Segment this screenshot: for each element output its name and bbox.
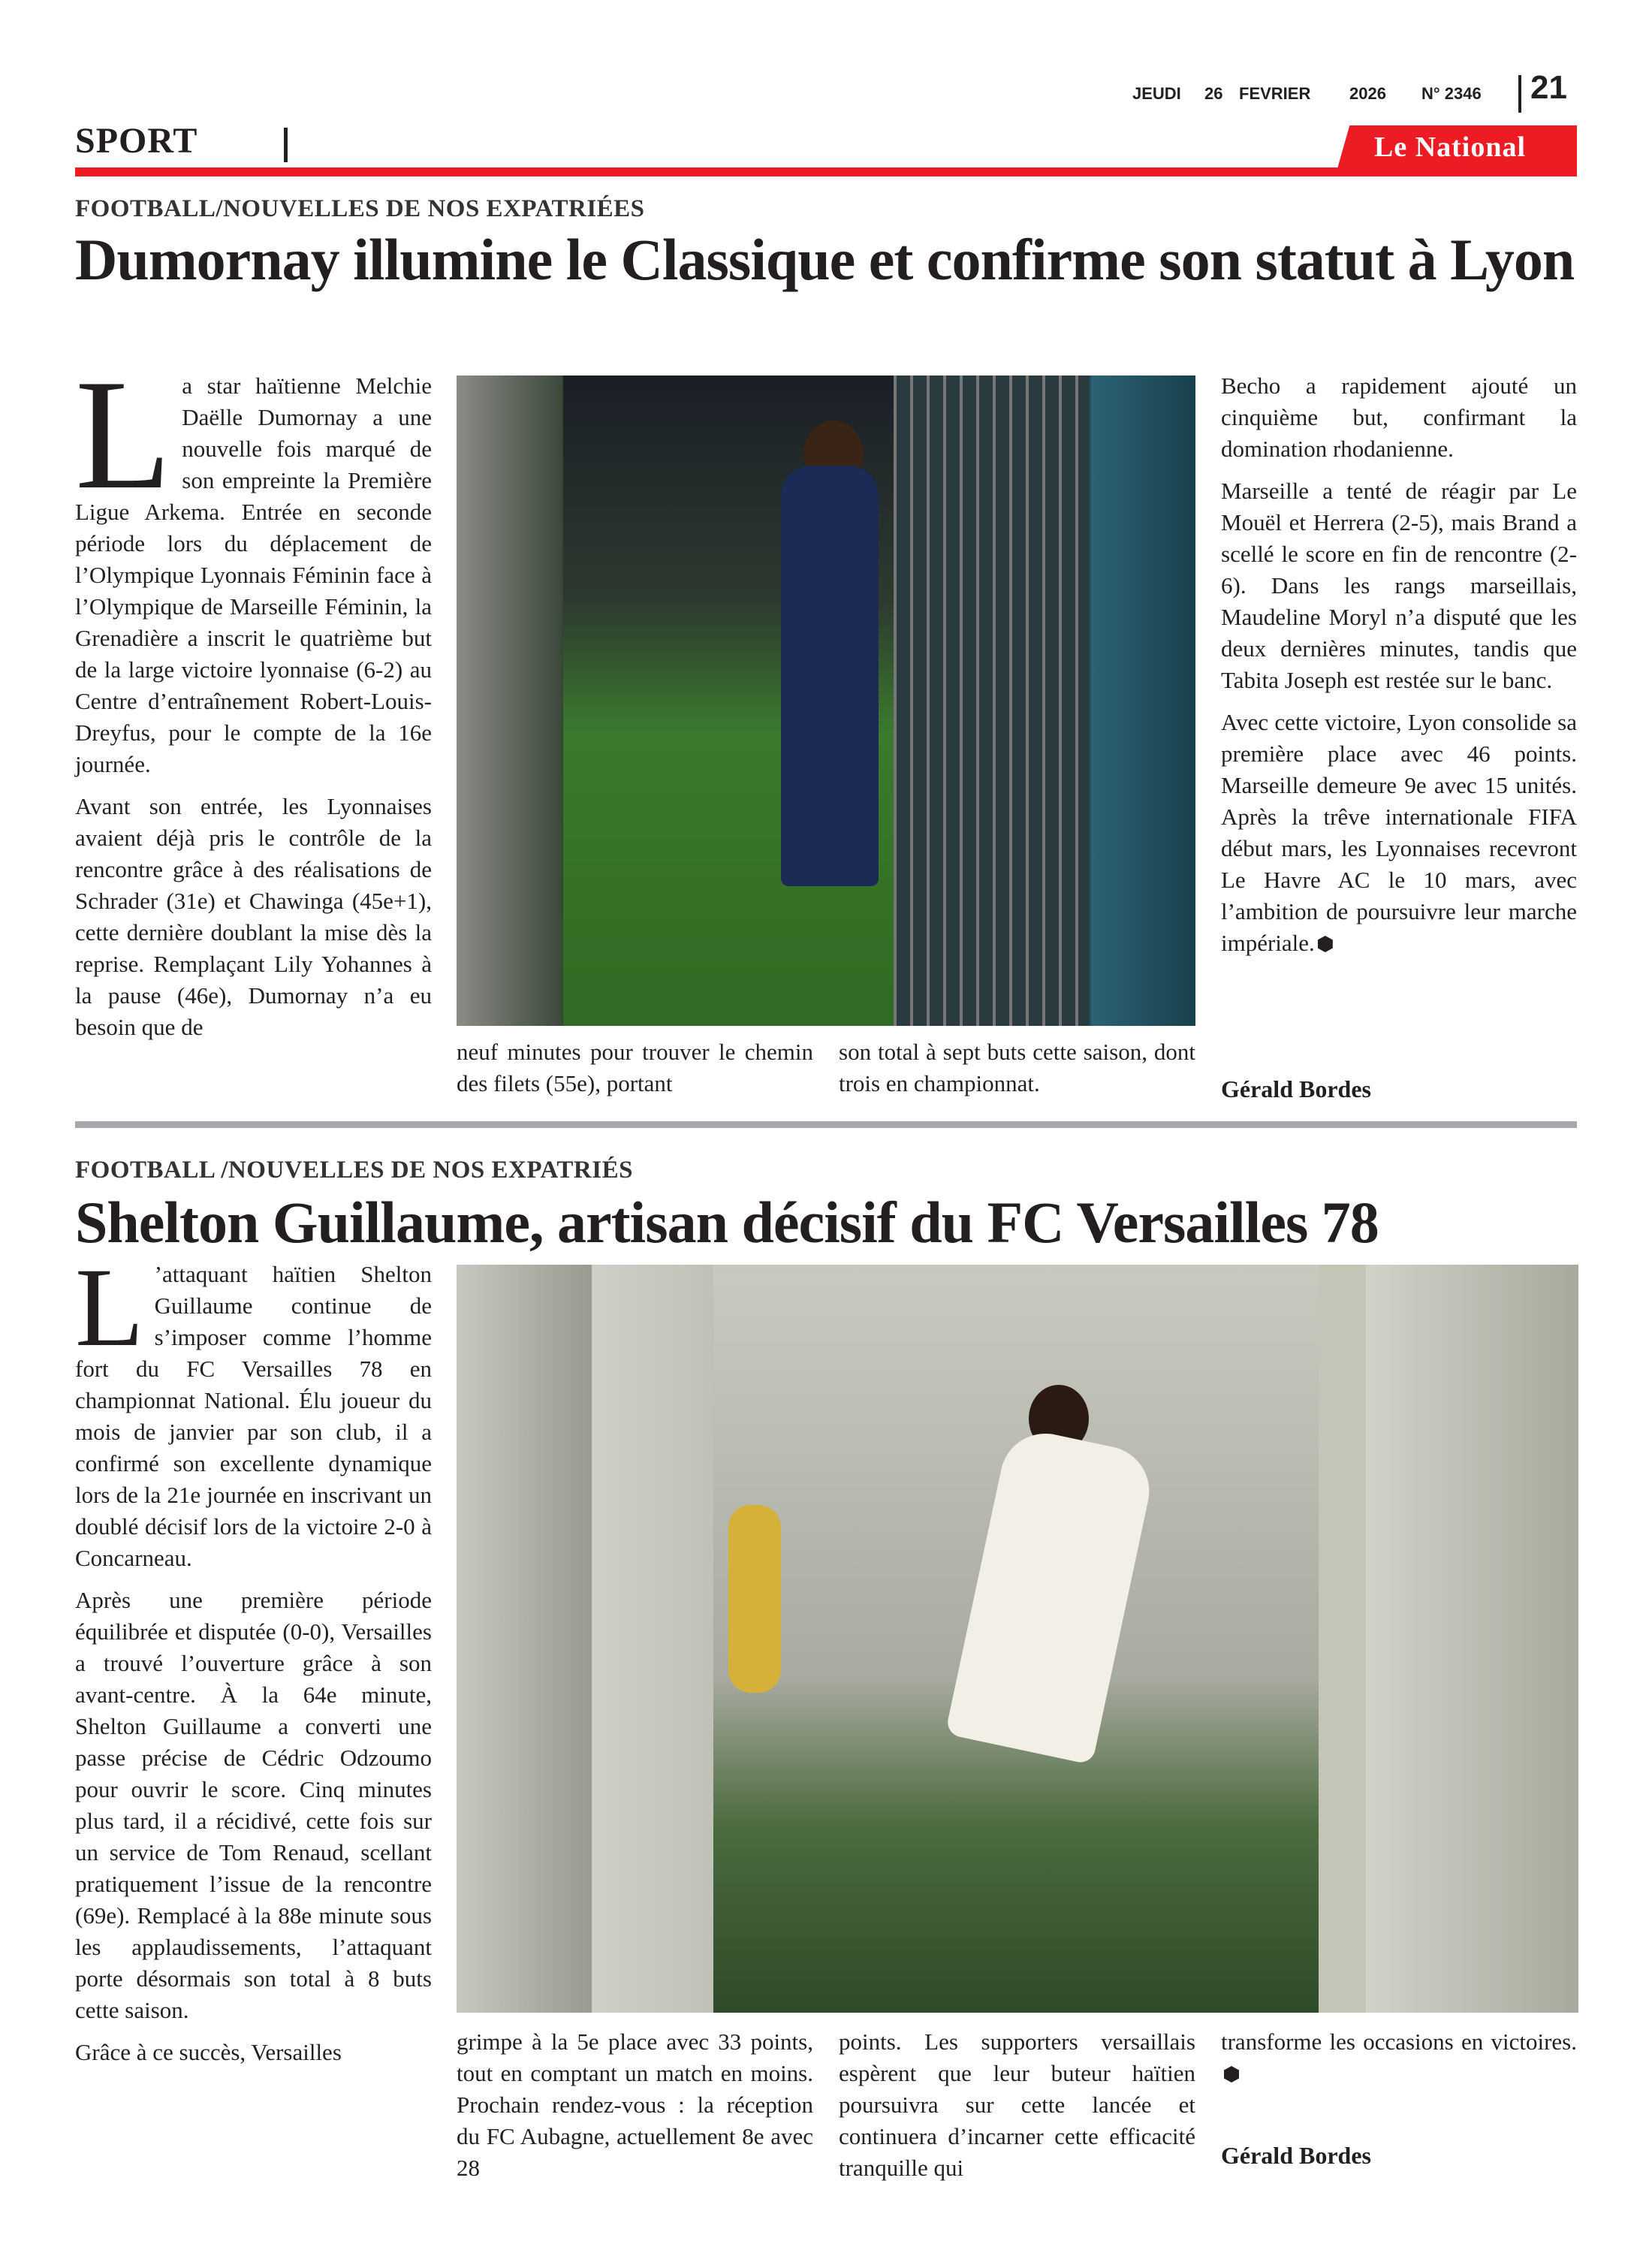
article1-column-1 [75, 348, 432, 1054]
section-divider [284, 128, 288, 162]
end-mark-icon [1224, 2066, 1239, 2083]
issue-month: FEVRIER [1239, 84, 1311, 103]
article1-column-4 [1221, 370, 1577, 970]
article2-column-3: points. Les supporters versaillais espèrent que leur buteur haïtien poursuivra sur cette lancée et continuera d’incarner cette efficacité tranquille qui [839, 2028, 1195, 2181]
article1-paragraph: Becho a rapidement ajouté un cinquième but, confirmant la domination rhodanienne. [1221, 372, 1577, 462]
article1-paragraph: Marseille a tenté de réagir par Le Mouël et Herrera (2-5), mais Brand a scellé le score en fin de rencontre (2-6). Dans les rangs marseillais, Maudeline Moryl n’a disputé que les deux dernières minutes, tandis que Tabita Joseph est restée sur le banc. [1221, 478, 1577, 693]
article1-column-2: neuf minutes pour trouver le chemin des filets (55e), portant [457, 1039, 813, 1096]
article-divider [75, 1121, 1577, 1128]
article2-column-2: grimpe à la 5e place avec 33 points, tout en comptant un match en moins. Prochain rendez-vous : la réception du FC Aubagne, actuellement 8e avec 28 [457, 2028, 813, 2181]
article1-photo [457, 376, 1195, 1026]
article2-column-1 [75, 1245, 432, 2079]
article2-paragraph: transforme les occasions en victoires. [1221, 2028, 1577, 2055]
article1-paragraph: Avec cette victoire, Lyon consolide sa première place avec 46 points. Marseille demeure 9e avec 15 unités. Après la trêve internationale FIFA début mars, les Lyonnaises recevront Le Havre AC le 10 mars, avec l’ambition de poursuivre leur marche impériale. [1221, 709, 1577, 956]
article2-paragraph: ’attaquant haïtien Shelton Guillaume continue de s’imposer comme l’homme fort du FC Versailles 78 en championnat National. Élu joueur du mois de janvier par son club, il a confirmé son excellente dynamique lors de la 21e journée en inscrivant un doublé décisif lors de la victoire 2-0 à Concarneau. [75, 1261, 432, 1571]
article2-byline: Gérald Bordes [1221, 2142, 1371, 2169]
brand-logo: Le National [1374, 131, 1527, 163]
page-number: 21 [1530, 69, 1567, 106]
end-mark-icon [1318, 936, 1333, 952]
article1-headline: Dumornay illumine le Classique et confirme son statut à Lyon [75, 227, 1575, 292]
issue-number: N° 2346 [1421, 84, 1482, 103]
issue-date: 26 [1204, 84, 1223, 103]
article2-kicker: FOOTBALL /NOUVELLES DE NOS EXPATRIÉS [75, 1157, 633, 1184]
article2-paragraph: Grâce à ce succès, Versailles [75, 2039, 342, 2065]
article2-column-4 [1221, 2026, 1577, 2089]
article1-column-3: son total à sept buts cette saison, dont trois en championnat. [839, 1039, 1195, 1096]
issue-day: JEUDI [1132, 84, 1181, 103]
article2-paragraph: Après une première période équilibrée et disputée (0-0), Versailles a trouvé l’ouverture grâce à son avant-centre. À la 64e minute, Shelton Guillaume a converti une passe précise de Cédric Odzoumo pour ouvrir le score. Cinq minutes plus tard, il a récidivé, cette fois sur un service de Tom Renaud, scellant pratiquement l’issue de la rencontre (69e). Remplacé à la 88e minute sous les applaudissements, l’attaquant porte désormais son total à 8 buts cette saison. [75, 1587, 432, 2023]
section-title: SPORT [75, 121, 198, 161]
drop-cap: L [75, 1245, 144, 1370]
drop-cap: L [75, 348, 172, 522]
page-number-divider [1518, 75, 1521, 113]
article1-kicker: FOOTBALL/NOUVELLES DE NOS EXPATRIÉES [75, 195, 645, 222]
article2-headline: Shelton Guillaume, artisan décisif du FC Versailles 78 [75, 1190, 1379, 1255]
article1-paragraph: Avant son entrée, les Lyonnaises avaient déjà pris le contrôle de la rencontre grâce à des réalisations de Schrader (31e) et Chawinga (45e+1), cette dernière doublant la mise dès la reprise. Remplaçant Lily Yohannes à la pause (46e), Dumornay n’a eu besoin que de [75, 793, 432, 1040]
issue-year: 2026 [1349, 84, 1386, 103]
article1-paragraph: a star haïtienne Melchie Daëlle Dumornay a une nouvelle fois marqué de son empreinte la Première Ligue Arkema. Entrée en seconde période lors du déplacement de l’Olympique Lyonnais Féminin face à l’Olympique de Marseille Féminin, la Grenadière a inscrit le quatrième but de la large victoire lyonnaise (6-2) au Centre d’entraînement Robert-Louis-Dreyfus, pour le compte de la 16e journée. [75, 372, 432, 777]
article2-photo [457, 1265, 1578, 2013]
article1-byline: Gérald Bordes [1221, 1075, 1371, 1102]
